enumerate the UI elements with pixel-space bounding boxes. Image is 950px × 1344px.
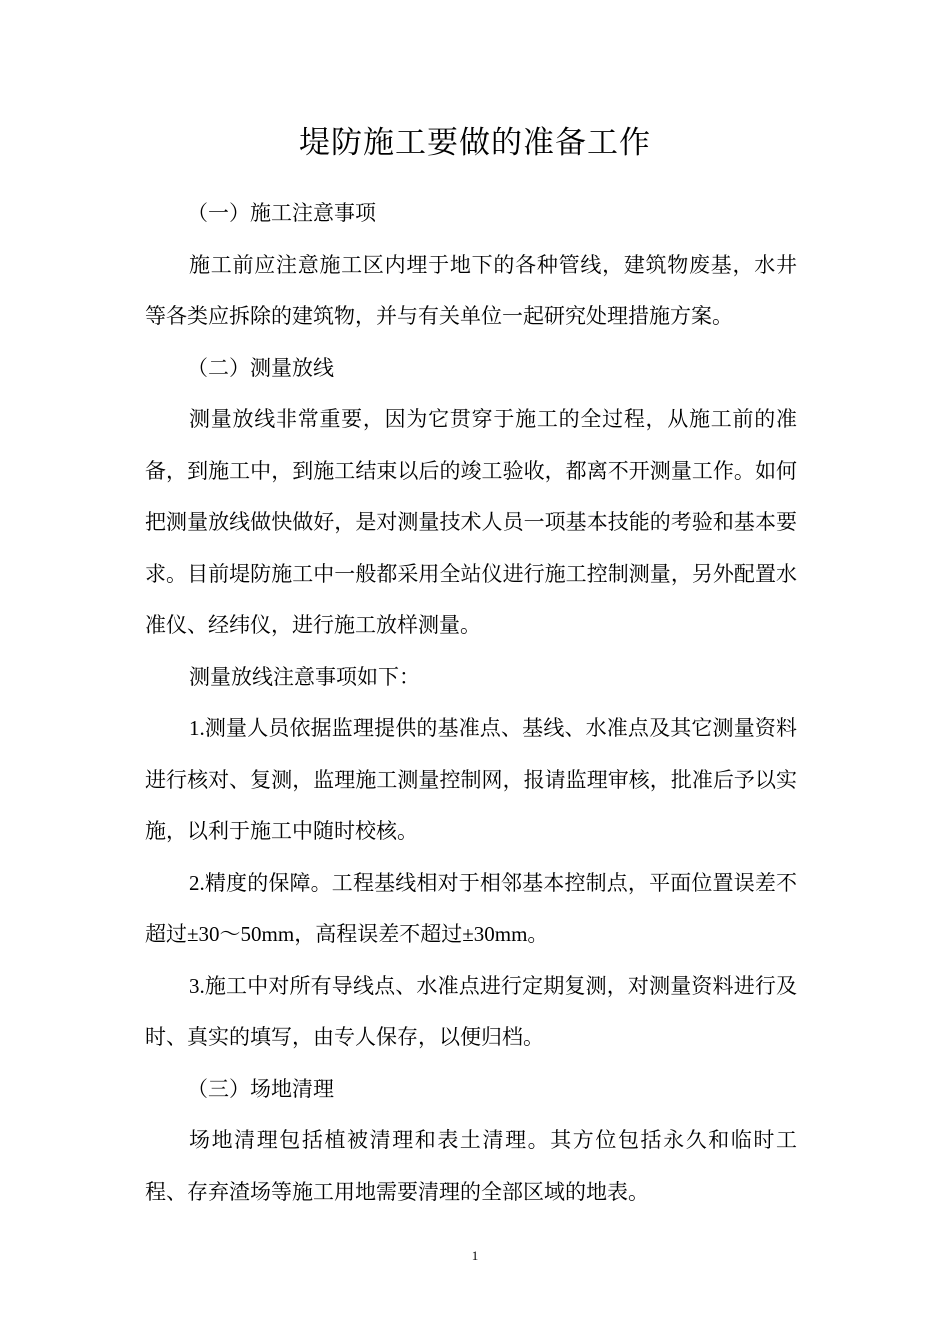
- list-text: 施工中对所有导线点、水准点进行定期复测，对测量资料进行及时、真实的填写，由专人保存，以便归档。: [145, 973, 797, 1049]
- page-number: 1: [471, 1248, 479, 1263]
- list-item-2: [145, 858, 797, 961]
- section-heading-2: （二）测量放线: [187, 355, 334, 380]
- section-heading-3: （三）场地清理: [187, 1076, 334, 1101]
- list-item-1: [145, 703, 797, 858]
- document-title: 堤防施工要做的准备工作: [299, 125, 651, 161]
- tolerance-value: ±30～50mm: [187, 922, 295, 946]
- paragraph: 测量放线注意事项如下：: [189, 664, 420, 689]
- section-heading-1: （一）施工注意事项: [187, 201, 376, 225]
- paragraph: 测量放线非常重要，因为它贯穿于施工的全过程，从施工前的准备，到施工中，到施工结束以后的竣工验收，都离不开测量工作。如何把测量放线做快做好，是对测量技术人员一项基本技能的考验和基本要求。目前堤防施工中一般都采用全站仪进行施工控制测量，另外配置水准仪、经纬仪，进行施工放样测量。: [145, 407, 797, 637]
- paragraph: 施工前应注意施工区内埋于地下的各种管线，建筑物废基，水井等各类应拆除的建筑物，并与有关单位一起研究处理措施方案。: [145, 252, 797, 328]
- list-item-3: [145, 961, 797, 1064]
- list-text: 。: [527, 922, 549, 946]
- document-body: [145, 188, 797, 1218]
- list-number: 2.: [189, 870, 205, 895]
- list-number: 3.: [189, 973, 205, 998]
- list-text: 测量人员依据监理提供的基准点、基线、水准点及其它测量资料进行核对、复测，监理施工测量控制网，报请监理审核，批准后予以实施，以利于施工中随时校核。: [145, 716, 797, 843]
- paragraph: 场地清理包括植被清理和表土清理。其方位包括永久和临时工程、存弃渣场等施工用地需要清理的全部区域的地表。: [145, 1128, 797, 1204]
- list-number: 1.: [189, 716, 205, 740]
- tolerance-value: ±30mm: [462, 922, 528, 946]
- list-text: 精度的保障。工程基线相对于相邻基本控制点，平面位置误差不超过: [145, 870, 797, 946]
- list-text: ，高程误差不超过: [294, 922, 463, 946]
